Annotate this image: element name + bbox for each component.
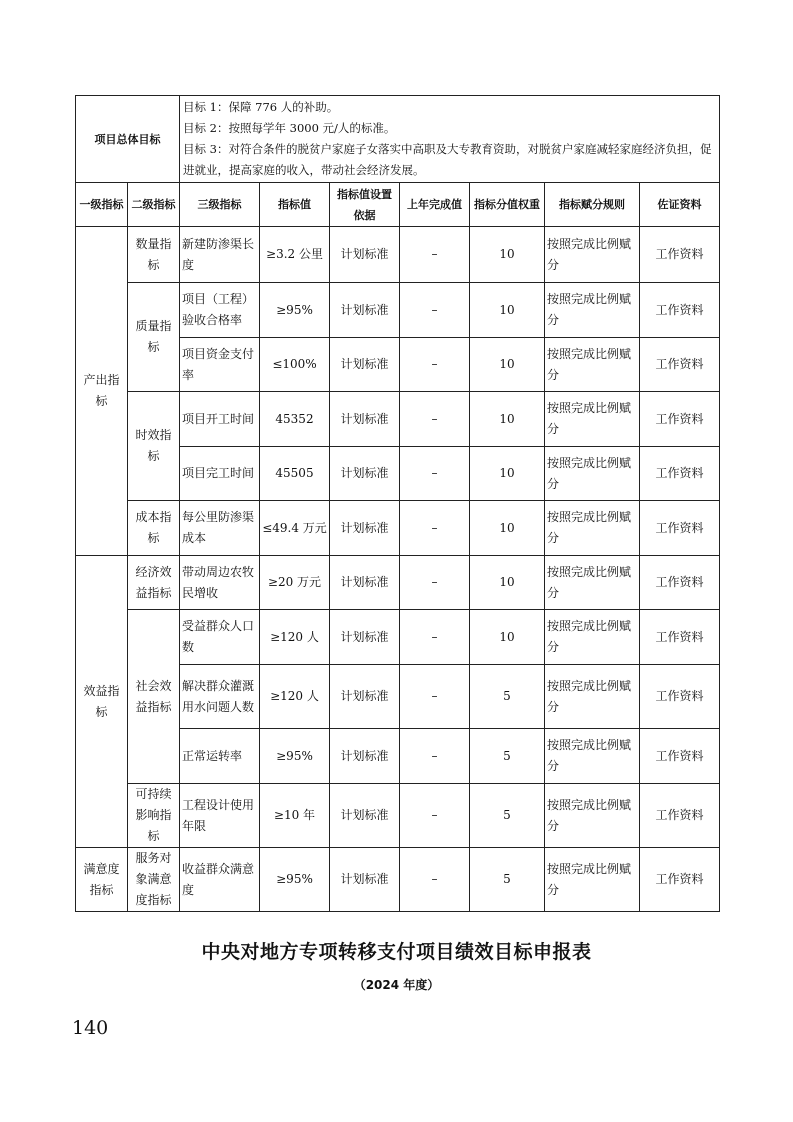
indicator-weight: 10 bbox=[470, 392, 545, 447]
performance-goal-table bbox=[75, 95, 720, 912]
indicator-rule: 按照完成比例赋分 bbox=[545, 447, 640, 501]
indicator-name: 项目（工程）验收合格率 bbox=[180, 283, 260, 338]
indicator-value: ≥95% bbox=[260, 283, 330, 338]
indicator-evidence: 工作资料 bbox=[640, 556, 720, 610]
indicator-name: 项目完工时间 bbox=[180, 447, 260, 501]
header-basis: 指标值设置依据 bbox=[330, 183, 400, 227]
indicator-basis: 计划标准 bbox=[330, 729, 400, 784]
indicator-weight: 10 bbox=[470, 556, 545, 610]
indicator-name: 新建防渗渠长度 bbox=[180, 227, 260, 283]
indicator-prev: – bbox=[400, 665, 470, 729]
indicator-basis: 计划标准 bbox=[330, 556, 400, 610]
indicator-rule: 按照完成比例赋分 bbox=[545, 283, 640, 338]
indicator-weight: 10 bbox=[470, 283, 545, 338]
table-row bbox=[76, 848, 720, 912]
indicator-value: ≥10 年 bbox=[260, 784, 330, 848]
indicator-name: 每公里防渗渠成本 bbox=[180, 501, 260, 556]
indicator-prev: – bbox=[400, 848, 470, 912]
indicator-name: 带动周边农牧民增收 bbox=[180, 556, 260, 610]
overall-goal-content bbox=[180, 96, 720, 183]
level2-quality: 质量指标 bbox=[128, 283, 180, 392]
indicator-basis: 计划标准 bbox=[330, 665, 400, 729]
indicator-prev: – bbox=[400, 392, 470, 447]
indicator-prev: – bbox=[400, 338, 470, 392]
indicator-prev: – bbox=[400, 447, 470, 501]
indicator-rule: 按照完成比例赋分 bbox=[545, 227, 640, 283]
indicator-value: 45505 bbox=[260, 447, 330, 501]
indicator-prev: – bbox=[400, 501, 470, 556]
indicator-value: ≤49.4 万元 bbox=[260, 501, 330, 556]
indicator-rule: 按照完成比例赋分 bbox=[545, 338, 640, 392]
indicator-evidence: 工作资料 bbox=[640, 848, 720, 912]
level2-cost: 成本指标 bbox=[128, 501, 180, 556]
table-row bbox=[76, 610, 720, 665]
indicator-evidence: 工作资料 bbox=[640, 227, 720, 283]
goal-line-3: 目标 3：对符合条件的脱贫户家庭子女落实中高职及大专教育资助，对脱贫户家庭减轻家庭经济负担，促进就业，提高家庭的收入，带动社会经济发展。 bbox=[183, 142, 712, 177]
indicator-evidence: 工作资料 bbox=[640, 729, 720, 784]
header-rule: 指标赋分规则 bbox=[545, 183, 640, 227]
level1-satisfaction: 满意度指标 bbox=[76, 848, 128, 912]
indicator-value: 45352 bbox=[260, 392, 330, 447]
overall-goal-row bbox=[76, 96, 720, 183]
indicator-rule: 按照完成比例赋分 bbox=[545, 501, 640, 556]
indicator-evidence: 工作资料 bbox=[640, 392, 720, 447]
header-prev: 上年完成值 bbox=[400, 183, 470, 227]
indicator-name: 工程设计使用年限 bbox=[180, 784, 260, 848]
indicator-basis: 计划标准 bbox=[330, 338, 400, 392]
level2-sustainable: 可持续影响指标 bbox=[128, 784, 180, 848]
indicator-weight: 5 bbox=[470, 729, 545, 784]
level2-social: 社会效益指标 bbox=[128, 610, 180, 784]
indicator-value: ≥95% bbox=[260, 729, 330, 784]
indicator-weight: 10 bbox=[470, 227, 545, 283]
document-title: 中央对地方专项转移支付项目绩效目标申报表 bbox=[201, 941, 592, 963]
level2-quantity: 数量指标 bbox=[128, 227, 180, 283]
header-level1: 一级指标 bbox=[76, 183, 128, 227]
indicator-rule: 按照完成比例赋分 bbox=[545, 848, 640, 912]
table-row bbox=[76, 556, 720, 610]
indicator-prev: – bbox=[400, 784, 470, 848]
indicator-evidence: 工作资料 bbox=[640, 283, 720, 338]
indicator-evidence: 工作资料 bbox=[640, 447, 720, 501]
indicator-value: ≥95% bbox=[260, 848, 330, 912]
table-row bbox=[76, 501, 720, 556]
header-level2: 二级指标 bbox=[128, 183, 180, 227]
header-weight: 指标分值权重 bbox=[470, 183, 545, 227]
indicator-value: ≥20 万元 bbox=[260, 556, 330, 610]
indicator-weight: 10 bbox=[470, 610, 545, 665]
table-row bbox=[76, 227, 720, 283]
indicator-weight: 5 bbox=[470, 848, 545, 912]
indicator-basis: 计划标准 bbox=[330, 784, 400, 848]
indicator-weight: 10 bbox=[470, 338, 545, 392]
indicator-rule: 按照完成比例赋分 bbox=[545, 610, 640, 665]
indicator-name: 受益群众人口数 bbox=[180, 610, 260, 665]
header-level3: 三级指标 bbox=[180, 183, 260, 227]
indicator-evidence: 工作资料 bbox=[640, 784, 720, 848]
indicator-value: ≤100% bbox=[260, 338, 330, 392]
header-evidence: 佐证资料 bbox=[640, 183, 720, 227]
level2-service-satisfaction: 服务对象满意度指标 bbox=[128, 848, 180, 912]
indicator-rule: 按照完成比例赋分 bbox=[545, 665, 640, 729]
indicator-weight: 5 bbox=[470, 665, 545, 729]
indicator-value: ≥3.2 公里 bbox=[260, 227, 330, 283]
indicator-prev: – bbox=[400, 556, 470, 610]
indicator-weight: 5 bbox=[470, 784, 545, 848]
indicator-prev: – bbox=[400, 227, 470, 283]
indicator-name: 解决群众灌溉用水问题人数 bbox=[180, 665, 260, 729]
document-subtitle: （2024 年度） bbox=[353, 978, 440, 992]
indicator-evidence: 工作资料 bbox=[640, 338, 720, 392]
header-value: 指标值 bbox=[260, 183, 330, 227]
indicator-basis: 计划标准 bbox=[330, 392, 400, 447]
indicator-value: ≥120 人 bbox=[260, 610, 330, 665]
indicator-basis: 计划标准 bbox=[330, 610, 400, 665]
overall-goal-label: 项目总体目标 bbox=[76, 96, 180, 183]
indicator-prev: – bbox=[400, 610, 470, 665]
page-number: 140 bbox=[72, 1017, 109, 1039]
level1-benefit: 效益指标 bbox=[76, 556, 128, 848]
indicator-evidence: 工作资料 bbox=[640, 665, 720, 729]
indicator-prev: – bbox=[400, 283, 470, 338]
indicator-rule: 按照完成比例赋分 bbox=[545, 729, 640, 784]
indicator-basis: 计划标准 bbox=[330, 848, 400, 912]
indicator-basis: 计划标准 bbox=[330, 447, 400, 501]
indicator-rule: 按照完成比例赋分 bbox=[545, 556, 640, 610]
indicator-name: 正常运转率 bbox=[180, 729, 260, 784]
indicator-evidence: 工作资料 bbox=[640, 501, 720, 556]
goal-line-1: 目标 1：保障 776 人的补助。 bbox=[183, 100, 339, 114]
table-row bbox=[76, 784, 720, 848]
level2-timeliness: 时效指标 bbox=[128, 392, 180, 501]
indicator-rule: 按照完成比例赋分 bbox=[545, 392, 640, 447]
indicator-name: 收益群众满意度 bbox=[180, 848, 260, 912]
indicator-rule: 按照完成比例赋分 bbox=[545, 784, 640, 848]
indicator-weight: 10 bbox=[470, 501, 545, 556]
header-row bbox=[76, 183, 720, 227]
table-row bbox=[76, 392, 720, 447]
indicator-name: 项目资金支付率 bbox=[180, 338, 260, 392]
indicator-prev: – bbox=[400, 729, 470, 784]
indicator-basis: 计划标准 bbox=[330, 501, 400, 556]
goal-line-2: 目标 2：按照每学年 3000 元/人的标准。 bbox=[183, 121, 396, 135]
indicator-weight: 10 bbox=[470, 447, 545, 501]
indicator-value: ≥120 人 bbox=[260, 665, 330, 729]
indicator-basis: 计划标准 bbox=[330, 283, 400, 338]
indicator-basis: 计划标准 bbox=[330, 227, 400, 283]
table-row bbox=[76, 283, 720, 338]
level1-output: 产出指标 bbox=[76, 227, 128, 556]
level2-economic: 经济效益指标 bbox=[128, 556, 180, 610]
indicator-name: 项目开工时间 bbox=[180, 392, 260, 447]
indicator-evidence: 工作资料 bbox=[640, 610, 720, 665]
